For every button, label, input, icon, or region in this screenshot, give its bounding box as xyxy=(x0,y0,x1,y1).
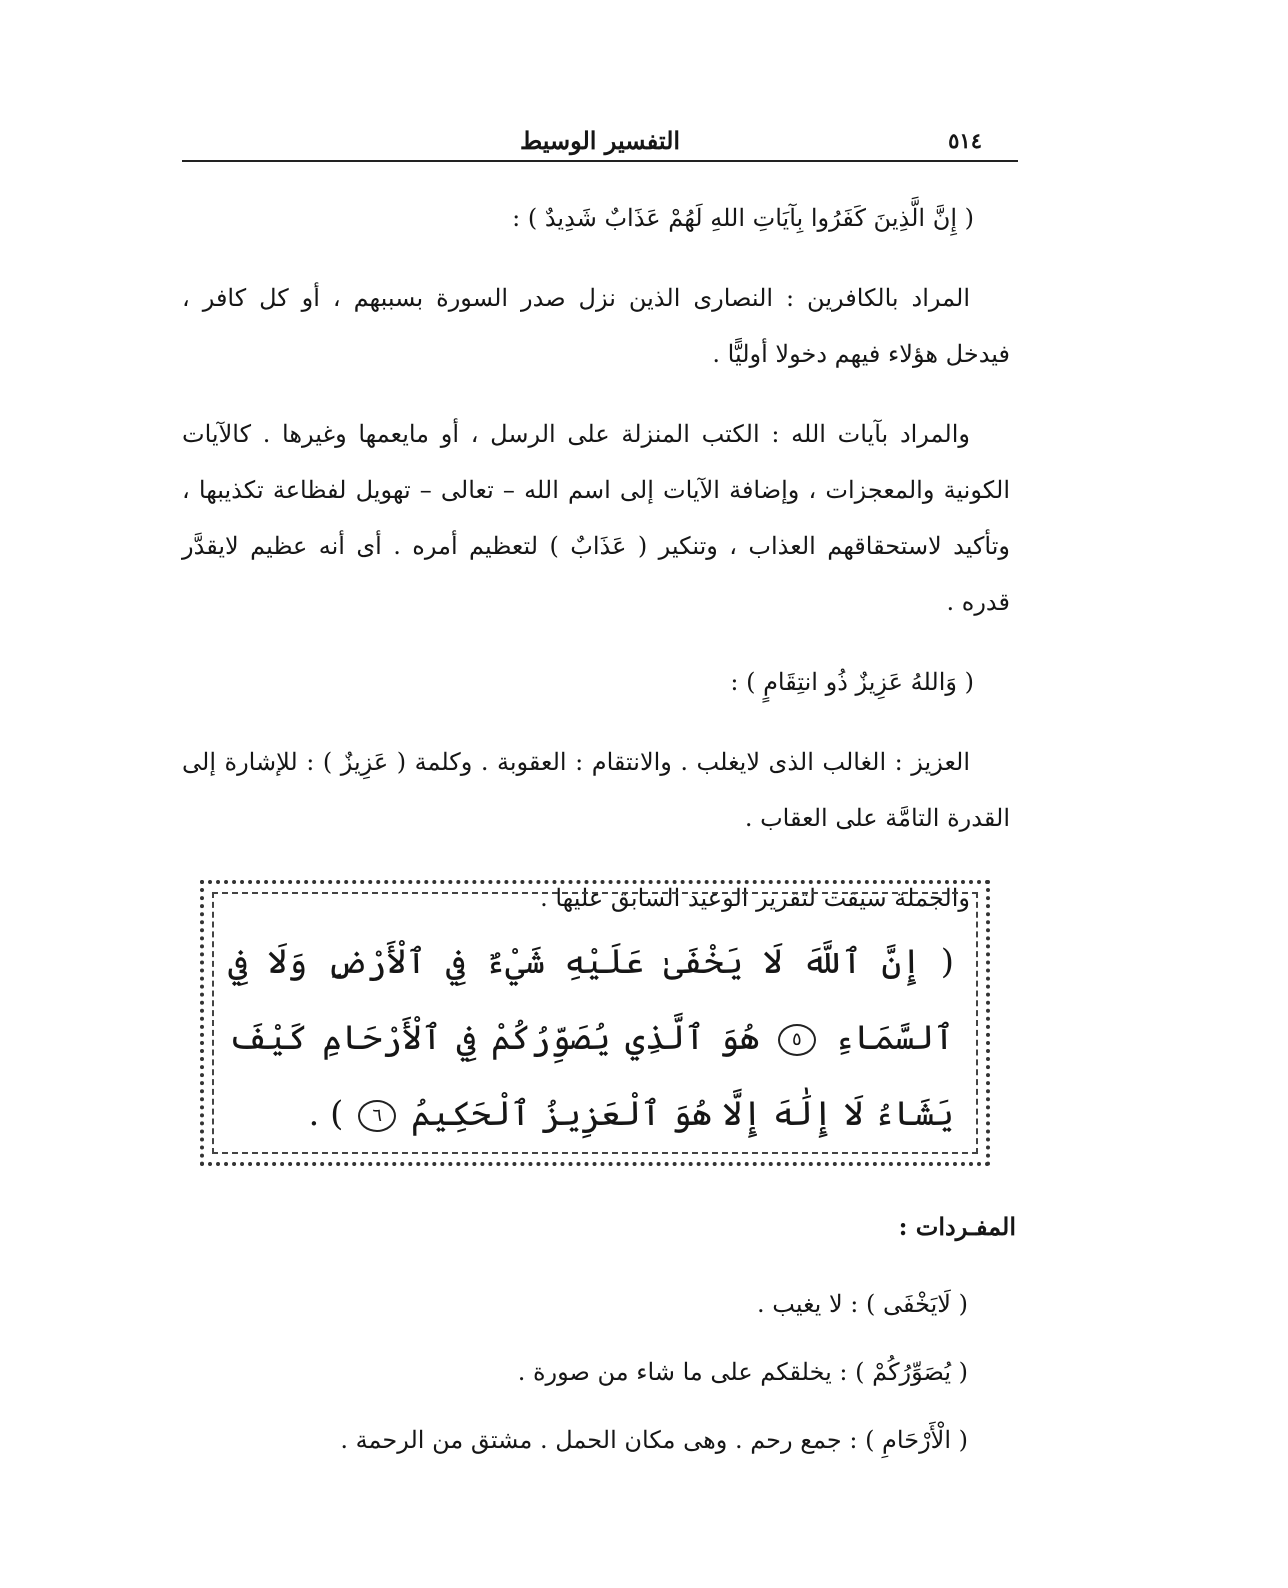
ayah-number-marker: ٦ xyxy=(358,1100,396,1132)
page-header xyxy=(182,118,1018,166)
paragraph-jumla: والجملة سيقت لتقرير الوعيد السابق عليها . xyxy=(540,884,970,912)
vocabulary-heading: المفـردات : xyxy=(898,1212,1016,1241)
verse-quote-1: ( إِنَّ الَّذِينَ كَفَرُوا بِآيَاتِ اللهِ لَهُمْ عَذَابٌ شَدِيدٌ ) : xyxy=(512,204,974,232)
quran-verse-text xyxy=(228,924,954,1152)
vocab-item: ( لَايَخْفَى ) : لا يغيب . xyxy=(757,1290,968,1318)
page-number: ٥١٤ xyxy=(948,128,982,153)
vocab-item: ( يُصَوِّرُكُمْ ) : يخلقكم على ما شاء من صورة . xyxy=(517,1358,968,1386)
quran-verse-frame xyxy=(200,880,990,1166)
header-divider xyxy=(182,160,1018,162)
running-title: التفسير الوسيط xyxy=(519,126,681,155)
verse-closing: ) . xyxy=(308,1094,344,1134)
verse-quote-2: ( وَاللهُ عَزِيزٌ ذُو انتِقَامٍ ) : xyxy=(730,668,974,696)
verse-part-2: هُوَ ٱلَّذِي يُصَوِّرُكُمْ فِي ٱلْأَرْحَامِ كَيْفَ يَشَاءُ لَا إِلَٰهَ إِلَّا هُوَ ٱلْعَزِيزُ ٱلْحَكِيمُ xyxy=(228,1018,954,1134)
paragraph-ayat: والمراد بآيات الله : الكتب المنزلة على الرسل ، أو مايعمها وغيرها . كالآيات الكونية والمعجزات ، وإضافة الآيات إلى اسم الله – تعالى – تهويل لفظاعة تكذيبها ، وتأكيد لاستحقاقهم العذاب ، وتنكير ( عَذَابٌ ) لتعظيم أمره . أى أنه عظيم لايقدَّر قدره . xyxy=(182,420,1010,616)
commentary-text xyxy=(182,190,1010,926)
vocab-item: ( الْأَرْحَامِ ) : جمع رحم . وهى مكان الحمل . مشتق من الرحمة . xyxy=(340,1426,968,1454)
verse-part-1: ( إِنَّ ٱللَّهَ لَا يَخْفَىٰ عَلَيْهِ شَيْءٌ فِي ٱلْأَرْضِ وَلَا فِي ٱلسَّمَاءِ xyxy=(228,942,954,1058)
paragraph-aziz: العزيز : الغالب الذى لايغلب . والانتقام : العقوبة . وكلمة ( عَزِيزٌ ) : للإشارة إلى القدرة التامَّة على العقاب . xyxy=(182,748,1010,832)
ayah-number-marker: ٥ xyxy=(778,1024,816,1056)
paragraph-kafirin: المراد بالكافرين : النصارى الذين نزل صدر السورة بسببهم ، أو كل كافر ، فيدخل هؤلاء فيهم دخولا أوليًّا . xyxy=(182,284,1010,368)
vocabulary-list xyxy=(308,1270,968,1474)
